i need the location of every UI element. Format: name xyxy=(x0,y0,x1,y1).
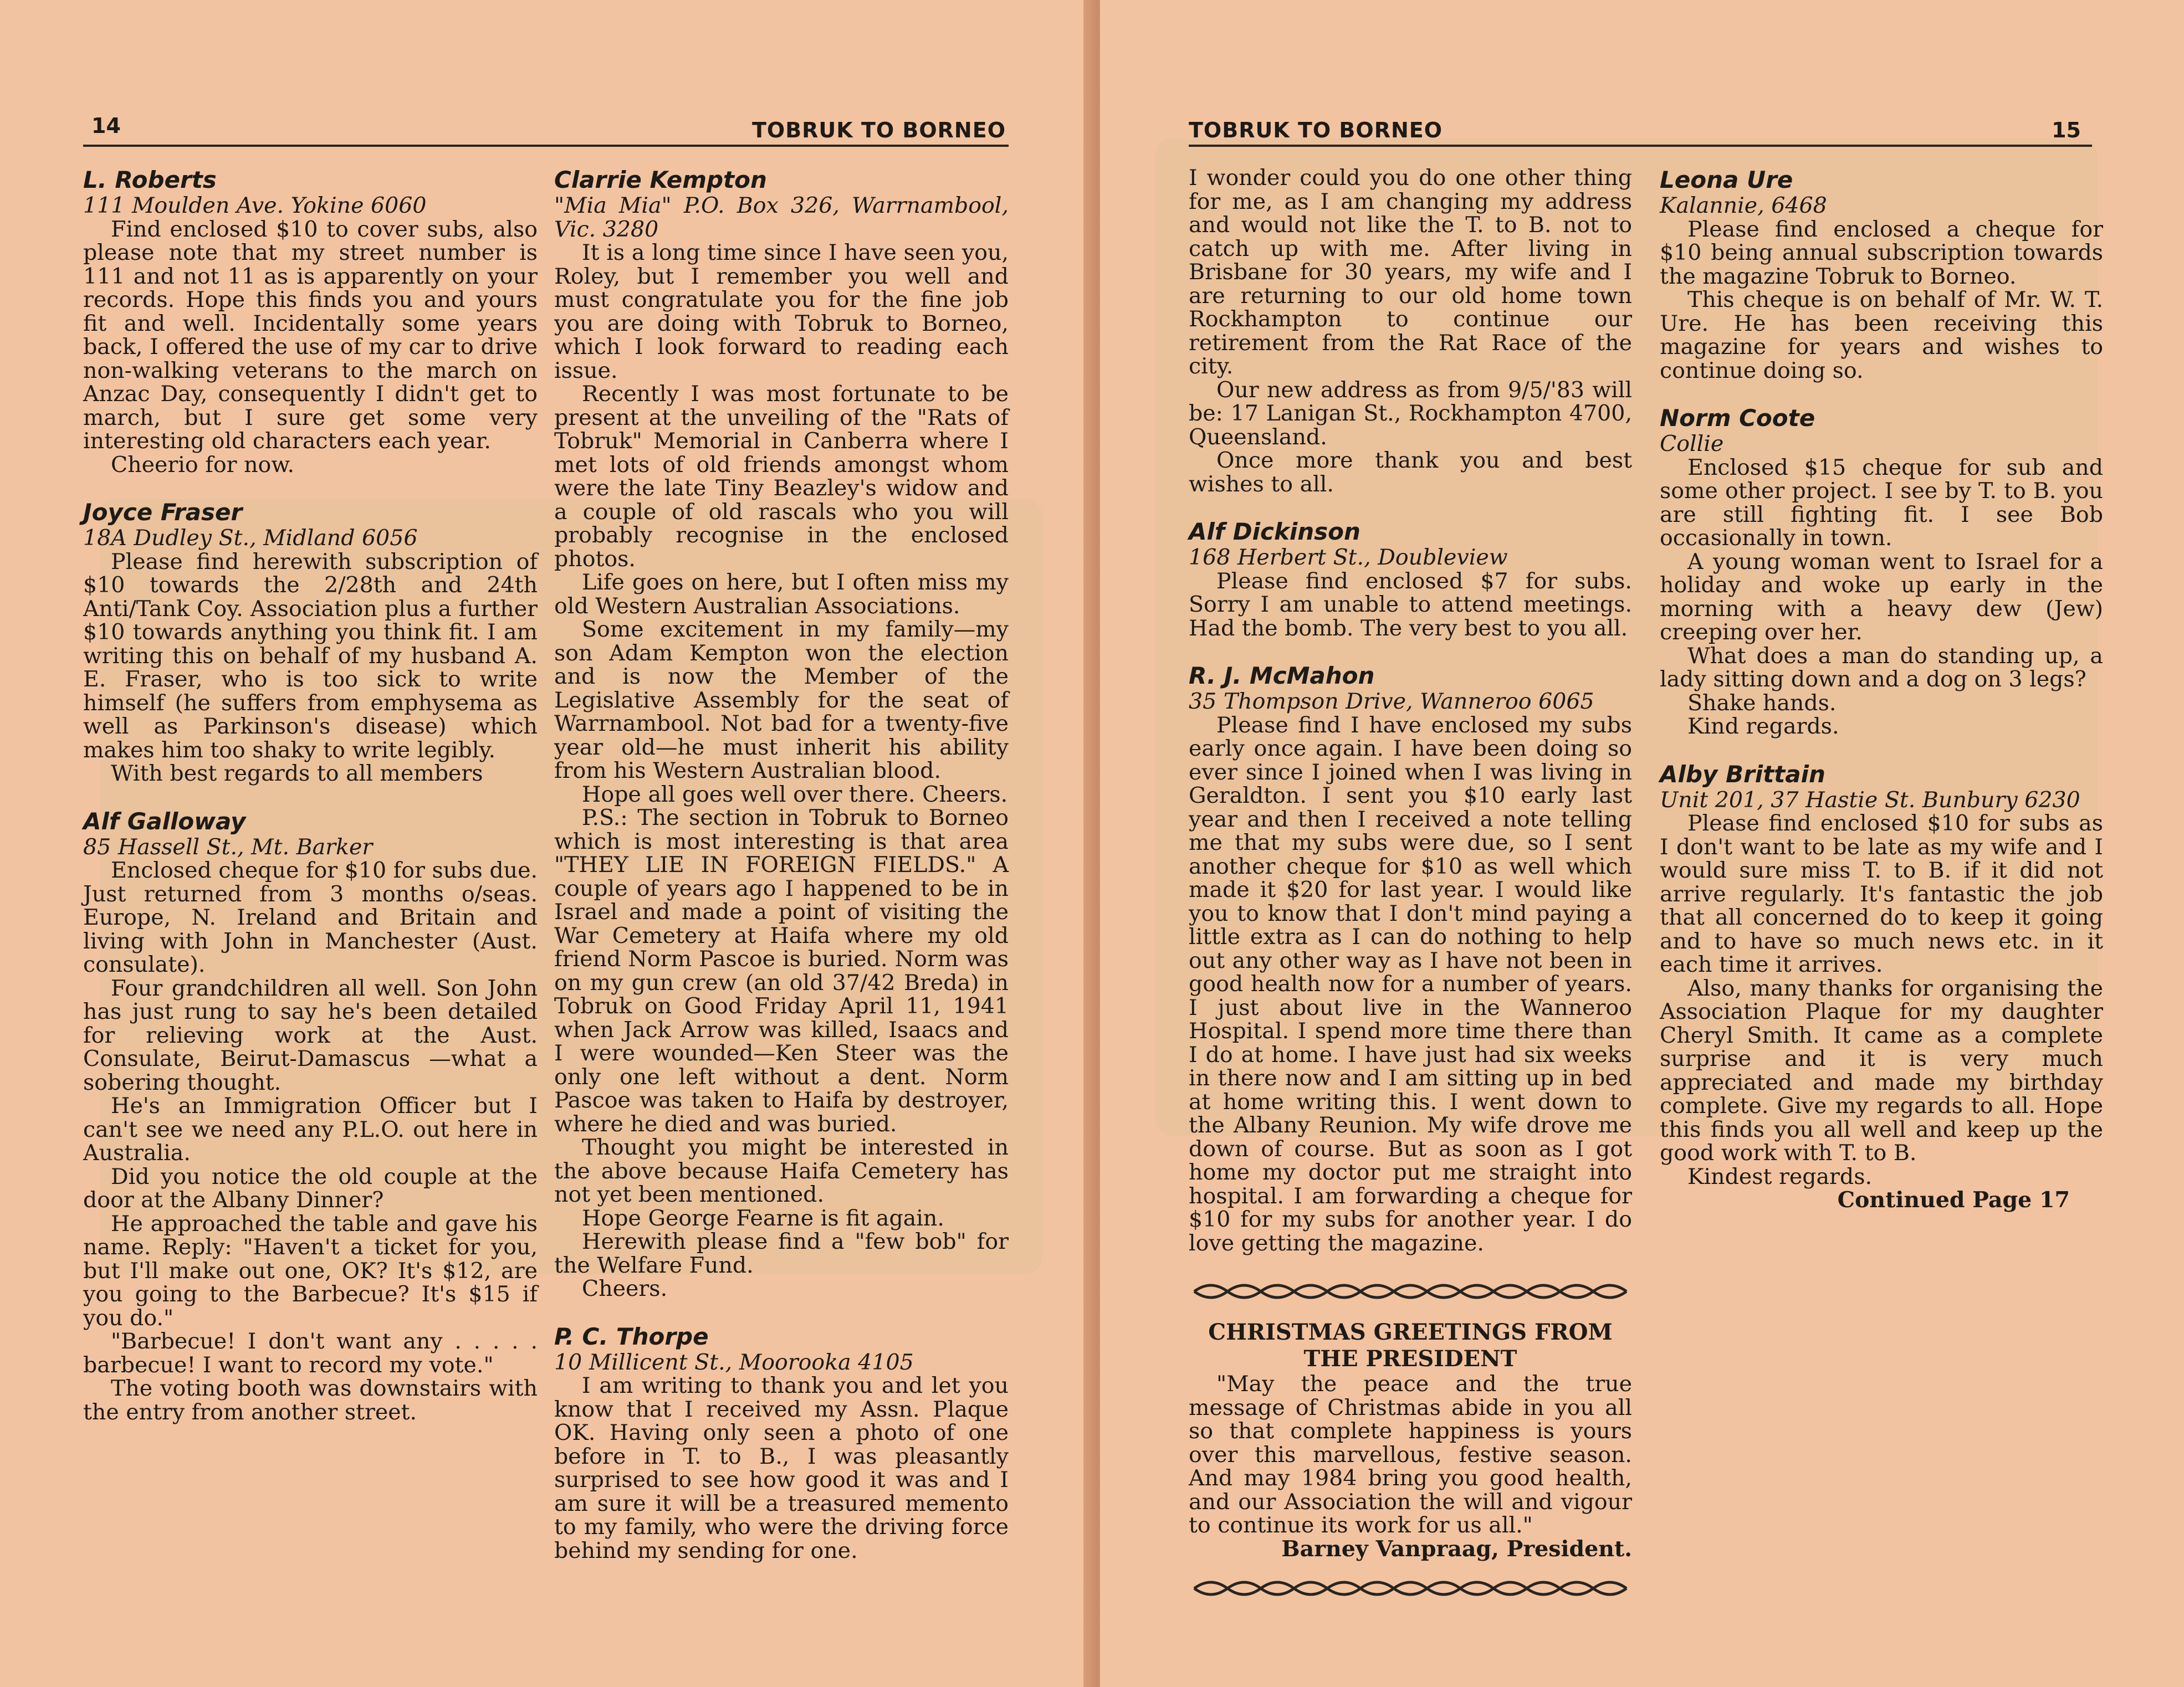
letter-paragraph: Find enclosed $10 to cover subs, also please note that my street number is 111 and not 11 as is apparently on your records. Hope this finds you and yours fit and well. Incidentally some years back, I offered the use of my car to drive non-walking veterans to the march on Anzac Day, consequently I didn't get to march, but I sure get some very interesting old characters each year. xyxy=(83,216,538,454)
running-head: TOBRUK TO BORNEO xyxy=(1189,118,1443,142)
letter-author: R. J. McMahon xyxy=(1189,662,1375,689)
letter-paragraph: I am writing to thank you and let you know that I received my Assn. Plaque OK. Having only seen a photo of one before in T. to B., I was pleasantly surprised to see how good it was and I am sure it will be a treasured memento to my family, who were the driving force behind my sending for one. xyxy=(554,1373,1009,1563)
letter-paragraph: I wonder could you do one other thing for me, as I am changing my address and would not like the T. to B. not to catch up with me. After living in Brisbane for 30 years, my wife and I are returning to our old home town Rockhampton to continue our retirement from the Rat Race of the city. xyxy=(1189,165,1632,379)
left-page-header xyxy=(83,114,1009,147)
letter-paragraph: Once more thank you and best wishes to all. xyxy=(1189,448,1632,497)
letter-address: 111 Moulden Ave. Yokine 6060 xyxy=(83,193,427,218)
left-column-2 xyxy=(554,166,1009,1585)
letter-paragraph: Hope all goes well over there. Cheers. xyxy=(582,781,1008,807)
letter-paragraph: A young woman went to Israel for a holiday and woke up early in the morning with a heavy dew (Jew) creeping over her. xyxy=(1660,548,2103,645)
letter-thorpe-continued xyxy=(1189,166,1632,496)
letter-author: Alf Dickinson xyxy=(1189,518,1360,545)
greetings-title: CHRISTMAS GREETINGS FROM THE PRESIDENT xyxy=(1208,1319,1613,1372)
letter-paragraph: Hope George Fearne is fit again. xyxy=(582,1205,944,1231)
page-number: 14 xyxy=(91,114,121,138)
letter-thorpe xyxy=(554,1323,1009,1563)
letter-paragraph: Please find I have enclosed my subs early once again. I have been doing so ever since I joined when I was living in Geraldton. I sent you $10 early last year and then I received a note telling me that my subs were due, so I sent another cheque for $10 as well which made it $20 for last year. I would like you to know that I don't mind paying a little extra as I can do nothing to help out any other way as I have not been in good health now for a number of years. I just about live in the Wanneroo Hospital. I spend more time there than I do at home. I have just had six weeks in there now and I am sitting up in bed at home writing this. I went down to the Albany Reunion. My wife drove me down of course. But as soon as I got home my doctor put me straight into hospital. I am forwarding a cheque for $10 for my subs for another year. I do love getting the magazine. xyxy=(1189,712,1632,1256)
letter-paragraph: This cheque is on behalf of Mr. W. T. Ure. He has been receiving this magazine for years and wishes to continue doing so. xyxy=(1660,287,2103,383)
letter-brittain xyxy=(1660,761,2103,1212)
letter-paragraph: Please find enclosed $7 for subs. Sorry I am unable to attend meetings. Had the bomb. The very best to you all. xyxy=(1189,568,1632,641)
letter-paragraph: Please find enclosed a cheque for $10 being annual subscription towards the magazine Tobruk to Borneo. xyxy=(1660,216,2103,289)
letter-paragraph: Our new address as from 9/5/'83 will be: 17 Lanigan St., Rockhampton 4700, Queensland. xyxy=(1189,377,1632,450)
letter-paragraph: Did you notice the old couple at the door at the Albany Dinner? xyxy=(83,1163,538,1213)
greetings-message: "May the peace and the true message of Christmas abide in you all so that complete happiness is yours over this marvellous, festive season. And may 1984 bring you good health, and our Association the will and vigour to continue its work for us all." xyxy=(1189,1371,1632,1538)
ornament-svg xyxy=(1189,1574,1632,1603)
letter-address: 35 Thompson Drive, Wanneroo 6065 xyxy=(1189,689,1594,714)
right-column-2 xyxy=(1660,166,2103,1234)
letter-author: Alby Brittain xyxy=(1660,760,1825,788)
right-column-1 xyxy=(1189,166,1632,1616)
letter-galloway xyxy=(83,808,538,1424)
letter-author: P. C. Thorpe xyxy=(554,1322,709,1350)
left-column-1 xyxy=(83,166,538,1446)
letter-paragraph: What does a man do standing up, a lady sitting down and a dog on 3 legs? xyxy=(1660,643,2103,692)
letter-fraser xyxy=(83,499,538,786)
christmas-greetings xyxy=(1189,1319,1632,1561)
letter-kempton xyxy=(554,166,1009,1301)
ornamental-border-top xyxy=(1189,1277,1632,1306)
header-rule xyxy=(1189,145,2092,147)
letter-address: 85 Hassell St., Mt. Barker xyxy=(83,834,373,860)
letter-paragraph: The voting booth was downstairs with the entry from another street. xyxy=(83,1376,538,1425)
letter-paragraph: Shake hands. xyxy=(1687,690,1837,716)
letter-paragraph: "Barbecue! I don't want any . . . . . barbecue! I want to record my vote." xyxy=(83,1329,538,1378)
letter-paragraph: Recently I was most fortunate to be present at the unveiling of the "Rats of Tobruk" Memorial in Canberra where I met lots of old friends amongst whom were the late Tiny Beazley's widow and a couple of old rascals who you will probably recognise in the enclosed photos. xyxy=(554,381,1009,572)
letter-author: L. Roberts xyxy=(83,166,217,193)
letter-paragraph: Life goes on here, but I often miss my old Western Australian Associations. xyxy=(554,570,1009,619)
ornament-svg xyxy=(1189,1277,1632,1306)
letter-address: 10 Millicent St., Moorooka 4105 xyxy=(554,1349,914,1375)
page-number: 15 xyxy=(2052,118,2081,142)
letter-paragraph: Please find enclosed $10 for subs as I don't want to be late as my wife and I would sure miss T. to B. if it did not arrive regularly. It's fantastic the job that all concerned do to keep it going and to have so much news etc. in it each time it arrives. xyxy=(1660,811,2103,977)
letter-paragraph: Also, many thanks for organising the Association Plaque for my daughter Cheryl Smith. It came as a complete surprise and it is very much appreciated and made my birthday complete. Give my regards to all. Hope this finds you all well and keep up the good work with T. to B. xyxy=(1660,975,2103,1166)
letter-author: Joyce Fraser xyxy=(83,499,243,526)
letter-paragraph: Thought you might be interested in the above because Haifa Cemetery has not yet been mentioned. xyxy=(554,1135,1009,1207)
letter-address: "Mia Mia" P.O. Box 326, Warrnambool, Vic. 3280 xyxy=(554,193,1009,242)
running-head: TOBRUK TO BORNEO xyxy=(751,118,1006,142)
letter-paragraph: P.S.: The section in Tobruk to Borneo which is most interesting is that area "THEY LIE IN FOREIGN FIELDS." A couple of years ago I happened to be in Israel and made a point of visiting the War Cemetery at Haifa where my old friend Norm Pascoe is buried. Norm was on my gun crew (an old 37/42 Breda) in Tobruk on Good Friday April 11, 1941 when Jack Arrow was killed, Isaacs and I were wounded—Ken Steer was the only one left without a dent. Norm Pascoe was taken to Haifa by destroyer, where he died and was buried. xyxy=(554,805,1009,1137)
right-page xyxy=(1100,0,2184,1687)
greetings-signoff: Barney Vanpraag, President. xyxy=(1281,1536,1632,1562)
letter-author: Leona Ure xyxy=(1660,166,1793,193)
ornamental-border-bottom xyxy=(1189,1574,1632,1603)
letter-paragraph: Kindest regards. xyxy=(1687,1163,1873,1189)
letter-coote xyxy=(1660,404,2103,739)
letter-paragraph: Enclosed $15 cheque for sub and some other project. I see by T. to B. you are still fighting fit. I see Bob occasionally in town. xyxy=(1660,454,2103,551)
letter-ure xyxy=(1660,166,2103,382)
letter-paragraph: Please find herewith subscription of $10 towards the 2/28th and 24th Anti/Tank Coy. Association plus a further $10 towards anything you think fit. I am writing this on behalf of my husband A. E. Fraser, who is too sick to write himself (he suffers from emphysema as well as Parkinson's disease) which makes him too shaky to write legibly. xyxy=(83,548,538,763)
letter-paragraph: Enclosed cheque for $10 for subs due. Just returned from 3 months o/seas. Europe, N. Ireland and Britain and living with John in Manchester (Aust. consulate). xyxy=(83,858,538,977)
right-page-header xyxy=(1189,114,2092,147)
letter-paragraph: Some excitement in my family—my son Adam Kempton won the election and is now the Member of the Legislative Assembly for the seat of Warrnambool. Not bad for a twenty-five year old—he must inherit his ability from his Western Australian blood. xyxy=(554,617,1009,783)
letter-address: 168 Herbert St., Doubleview xyxy=(1189,545,1508,570)
letter-dickinson xyxy=(1189,518,1632,640)
letter-address: Unit 201, 37 Hastie St. Bunbury 6230 xyxy=(1660,787,2080,813)
letter-address: 18A Dudley St., Midland 6056 xyxy=(83,525,418,551)
letter-author: Clarrie Kempton xyxy=(554,166,767,193)
letter-roberts xyxy=(83,166,538,476)
letter-paragraph: Cheerio for now. xyxy=(111,452,295,478)
letter-paragraph: With best regards to all members xyxy=(111,761,483,786)
letter-mcmahon xyxy=(1189,662,1632,1255)
letter-paragraph: Cheers. xyxy=(582,1276,668,1301)
letter-paragraph: He's an Immigration Officer but I can't see we need any P.L.O. out here in Australia. xyxy=(83,1093,538,1166)
letter-paragraph: Kind regards. xyxy=(1687,714,1839,739)
letter-address: Collie xyxy=(1660,431,1724,457)
letter-paragraph: He approached the table and gave his name. Reply: "Haven't a ticket for you, but I'll make out one, OK? It's $12, are you going to the Barbecue? It's $15 if you do." xyxy=(83,1211,538,1331)
letter-paragraph: Four grandchildren all well. Son John has just rung to say he's been detailed for relieving work at the Aust. Consulate, Beirut-Damascus —what a sobering thought. xyxy=(83,975,538,1095)
letter-author: Alf Galloway xyxy=(83,807,246,835)
letter-paragraph: It is a long time since I have seen you, Roley, but I remember you well and must congratulate you for the fine job you are doing with Tobruk to Borneo, which I look forward to reading each issue. xyxy=(554,240,1009,383)
continued-note: Continued Page 17 xyxy=(1837,1187,2070,1213)
letter-address: Kalannie, 6468 xyxy=(1660,193,1827,218)
letter-paragraph: Herewith please find a "few bob" for the Welfare Fund. xyxy=(554,1229,1009,1278)
letter-author: Norm Coote xyxy=(1660,404,1815,432)
header-rule xyxy=(83,145,1009,147)
